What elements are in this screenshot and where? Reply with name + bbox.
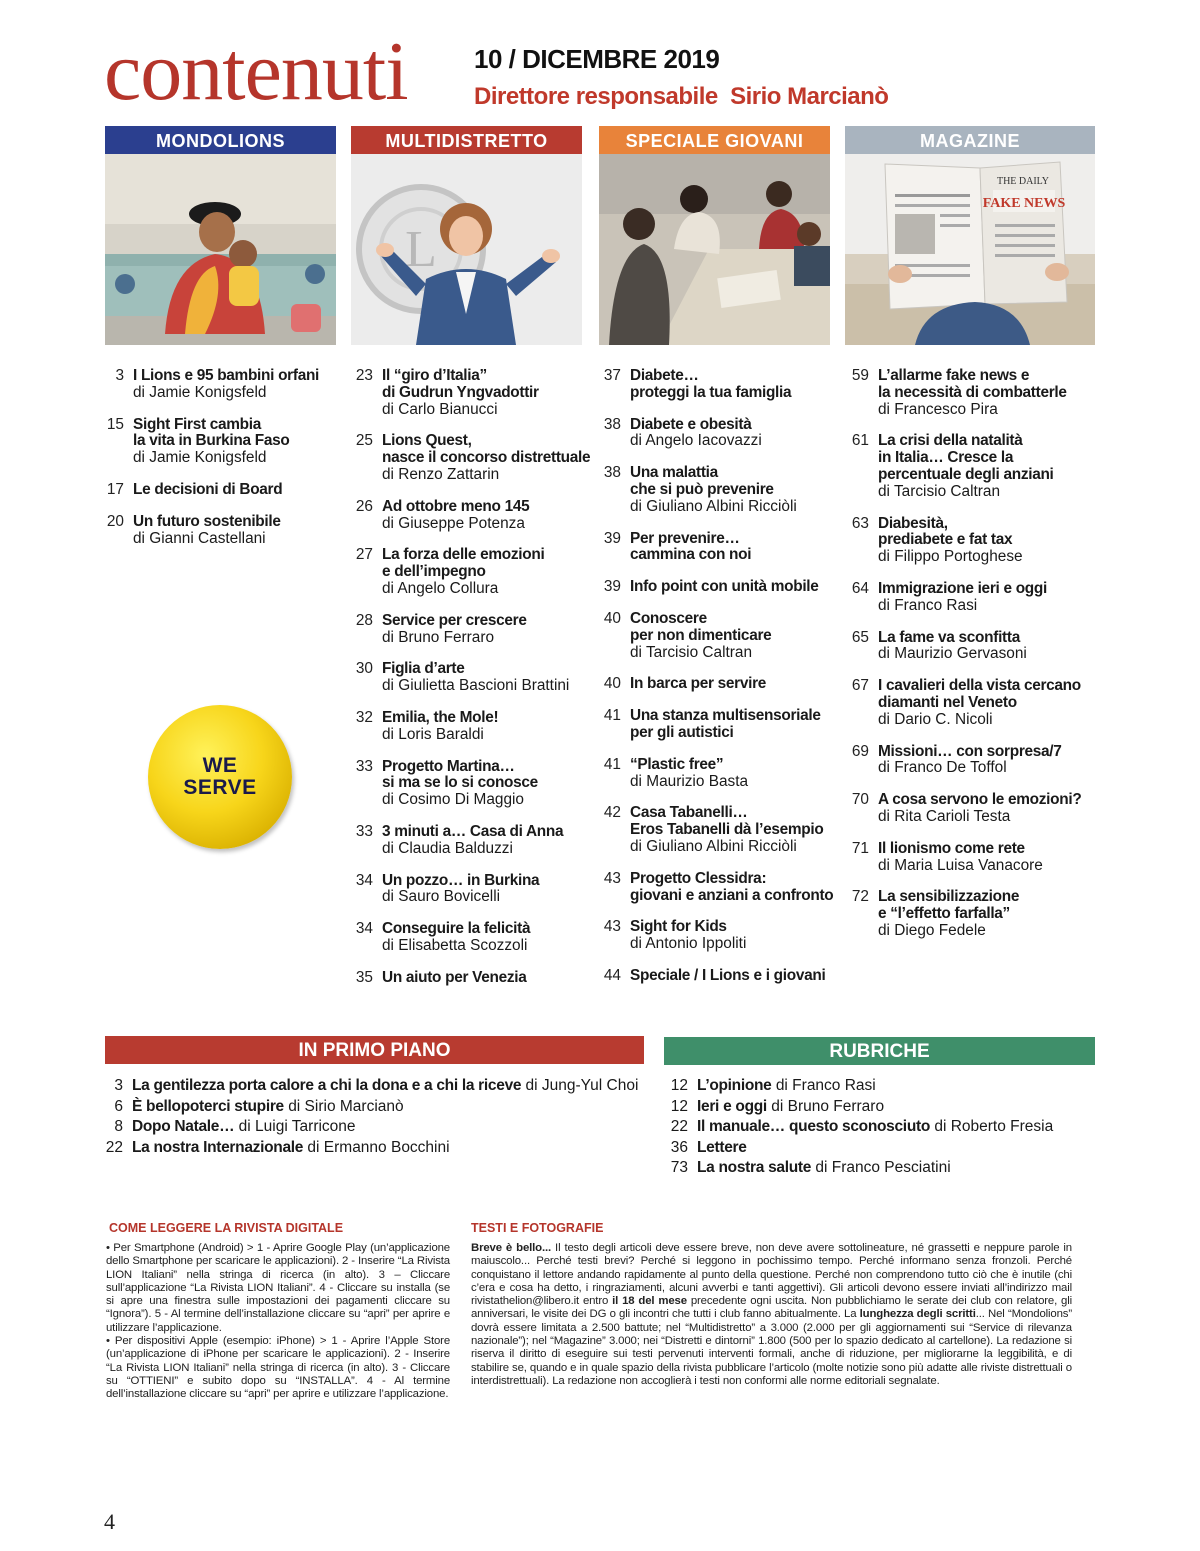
toc-item[interactable] xyxy=(602,805,842,855)
article-title: Casa Tabanelli… Eros Tabanelli dà l’esempio xyxy=(630,804,824,839)
page-number: 63 xyxy=(851,514,869,532)
article-author: di Claudia Balduzzi xyxy=(382,839,513,857)
toc-item[interactable] xyxy=(354,710,594,744)
article-title: In barca per servire xyxy=(630,675,767,693)
article-title: Diabete e obesità xyxy=(630,415,752,433)
article-title: “Plastic free” xyxy=(630,755,724,773)
we-serve-line1: WE xyxy=(202,754,238,777)
toc-item[interactable] xyxy=(602,919,842,953)
svg-text:L: L xyxy=(405,221,437,278)
article-title: I cavalieri della vista cercano diamanti nel Veneto xyxy=(878,677,1081,711)
page-number: 41 xyxy=(603,755,621,773)
article-author: di Loris Baraldi xyxy=(382,725,484,743)
toc-item[interactable] xyxy=(105,368,336,402)
page-number: 34 xyxy=(355,920,373,938)
toc-item[interactable] xyxy=(354,921,594,955)
we-serve-badge xyxy=(148,705,292,849)
testi-part1: Il testo degli articoli deve essere breve, non deve avere sottolineature, né grassetti e neppure parole in maiuscolo... Perché testi brevi? Perché si leggono in pochissimo tempo. Perché informano senza fronzoli. Perché conquistano il lettore andando rapidamente al punto della questione. Perché non comprendono tutto ciò che è inutile (chi c’era e cosa ha detto, i ringraziamenti, alcuni avverbi e tanti aggettivi). Gli articoli devono essere inviati all’indirizzo mail rivistathelion@libero.it entro xyxy=(471,1242,1072,1308)
article-author: di Sirio Marcianò xyxy=(288,1097,404,1115)
article-author: di Antonio Ippoliti xyxy=(630,935,747,953)
article-title: A cosa servono le emozioni? xyxy=(878,791,1082,809)
article-title: Il “giro d’Italia” di Gudrun Yngvadottir xyxy=(382,367,539,401)
toc-item[interactable] xyxy=(850,678,1100,728)
page-number: 36 xyxy=(670,1138,688,1156)
page-number: 70 xyxy=(851,791,869,809)
toc-mondolions xyxy=(105,368,336,562)
toc-item[interactable] xyxy=(602,757,842,791)
article-title: Service per crescere xyxy=(382,611,527,629)
toc-item[interactable] xyxy=(670,1158,1100,1179)
article-title: Per prevenire… cammina con noi xyxy=(630,529,752,564)
article-title: Il manuale… questo sconosciuto xyxy=(697,1118,931,1135)
article-title: Info point con unità mobile xyxy=(630,578,819,596)
article-author: di Roberto Fresia xyxy=(934,1118,1054,1135)
page-number: 3 xyxy=(114,1077,123,1094)
article-title: Una stanza multisensoriale per gli autistici xyxy=(630,707,821,741)
article-title: Sight First cambia la vita in Burkina Faso xyxy=(133,415,290,450)
photo-woman-lions-logo xyxy=(351,154,582,345)
article-title: Sight for Kids xyxy=(630,918,727,936)
rubriche-header: RUBRICHE xyxy=(829,1041,930,1062)
in-primo-piano-header: IN PRIMO PIANO xyxy=(298,1040,451,1061)
toc-item[interactable] xyxy=(850,581,1100,615)
toc-item[interactable] xyxy=(354,824,594,858)
rubriche-bar xyxy=(664,1037,1095,1065)
article-title: È bellopoterci stupire xyxy=(132,1097,284,1115)
article-title: Diabete… proteggi la tua famiglia xyxy=(630,367,792,401)
page-number: 43 xyxy=(603,918,621,936)
testi-header: TESTI E FOTOGRAFIE xyxy=(471,1221,604,1235)
page-number: 8 xyxy=(114,1118,123,1135)
article-title: Ad ottobre meno 145 xyxy=(382,497,530,515)
toc-item[interactable] xyxy=(105,1097,665,1118)
article-title: Missioni… con sorpresa/7 xyxy=(878,742,1062,760)
toc-item[interactable] xyxy=(850,889,1100,939)
article-title: Immigrazione ieri e oggi xyxy=(878,579,1047,597)
section-multidistretto xyxy=(351,126,582,345)
page-number: 72 xyxy=(851,888,869,906)
article-author: di Elisabetta Scozzoli xyxy=(382,936,528,954)
article-author: di Filippo Portoghese xyxy=(878,548,1023,566)
director-label: Direttore responsabile xyxy=(474,83,718,110)
page-number: 38 xyxy=(603,464,621,482)
article-title: Conoscere per non dimenticare xyxy=(630,609,772,644)
toc-item[interactable] xyxy=(850,368,1100,418)
toc-item[interactable] xyxy=(354,759,594,809)
page-number: 61 xyxy=(851,432,869,450)
article-title: Speciale / I Lions e i giovani xyxy=(630,966,826,984)
page-number: 26 xyxy=(355,497,373,515)
article-author: di Ermanno Bocchini xyxy=(307,1138,450,1156)
toc-item[interactable] xyxy=(354,499,594,533)
testi-lead: Breve è bello... xyxy=(471,1242,552,1254)
page-number: 28 xyxy=(355,611,373,629)
article-author: di Tarcisio Caltran xyxy=(630,643,753,661)
article-author: di Giuseppe Potenza xyxy=(382,514,525,532)
page-number: 73 xyxy=(670,1159,688,1176)
photo-person-reading-fake-news xyxy=(845,154,1095,345)
page-number: 69 xyxy=(851,742,869,760)
toc-item[interactable] xyxy=(105,417,336,467)
article-title: Un aiuto per Venezia xyxy=(382,968,527,986)
page-number: 32 xyxy=(355,708,373,726)
page-number: 71 xyxy=(851,839,869,857)
page-title: contenuti xyxy=(104,25,408,118)
toc-item[interactable] xyxy=(850,792,1100,826)
come-leggere-header: COME LEGGERE LA RIVISTA DIGITALE xyxy=(109,1221,344,1235)
page-number: 40 xyxy=(603,609,621,627)
page-number: 3 xyxy=(115,367,124,384)
article-title: La nostra salute xyxy=(697,1159,812,1176)
page-number: 39 xyxy=(603,529,621,547)
article-title: La nostra Internazionale xyxy=(132,1138,304,1156)
testi-bold1: il 18 del mese xyxy=(612,1295,687,1308)
article-title: Progetto Clessidra: giovani e anziani a confronto xyxy=(630,869,834,904)
toc-item[interactable] xyxy=(602,968,842,985)
article-author: di Carlo Bianucci xyxy=(382,400,498,418)
toc-item[interactable] xyxy=(602,708,842,742)
toc-item[interactable] xyxy=(105,1117,665,1138)
page-number: 12 xyxy=(670,1097,688,1115)
page-number: 67 xyxy=(851,677,869,695)
page-number: 23 xyxy=(355,367,373,384)
testi-bold2: lunghezza degli scritti xyxy=(859,1308,976,1321)
page-number: 39 xyxy=(603,578,621,596)
article-author: di Franco Rasi xyxy=(775,1077,876,1094)
page-number: 37 xyxy=(603,367,621,384)
article-author: di Giuliano Albini Ricciòli xyxy=(630,497,797,515)
come-leggere-block xyxy=(106,1221,450,1402)
toc-item[interactable] xyxy=(354,970,594,987)
page-number: 33 xyxy=(355,822,373,840)
article-author: di Diego Fedele xyxy=(878,921,986,939)
article-author: di Rita Carioli Testa xyxy=(878,807,1011,825)
newspaper-headline: FAKE NEWS xyxy=(982,196,1066,211)
page-number: 42 xyxy=(603,804,621,822)
article-author: di Luigi Tarricone xyxy=(238,1118,356,1135)
article-author: di Franco Pesciatini xyxy=(815,1159,951,1176)
we-serve-line2: SERVE xyxy=(183,776,257,799)
page-number: 30 xyxy=(355,660,373,678)
toc-item[interactable] xyxy=(602,465,842,515)
director-name: Sirio Marcianò xyxy=(730,83,889,110)
article-title: La sensibilizzazione e “l’effetto farfalla” xyxy=(878,888,1020,923)
article-title: Ieri e oggi xyxy=(697,1097,767,1115)
article-title: Dopo Natale… xyxy=(132,1118,235,1135)
page-number: 17 xyxy=(106,480,124,498)
section-header: SPECIALE GIOVANI xyxy=(599,126,830,154)
toc-item[interactable] xyxy=(105,482,336,499)
article-title: La forza delle emozioni e dell’impegno xyxy=(382,546,545,581)
article-author: di Maria Luisa Vanacore xyxy=(878,856,1043,874)
article-author: di Giulietta Bascioni Brattini xyxy=(382,677,570,695)
page-number: 20 xyxy=(106,512,124,530)
article-title: La gentilezza porta calore a chi la dona e a chi la riceve xyxy=(132,1077,522,1094)
toc-item[interactable] xyxy=(354,433,594,483)
section-speciale-giovani xyxy=(599,126,830,345)
article-title: Emilia, the Mole! xyxy=(382,708,499,726)
toc-item[interactable] xyxy=(850,516,1100,566)
section-header: MULTIDISTRETTO xyxy=(351,126,582,154)
page-number: 44 xyxy=(603,966,621,984)
page-number: 25 xyxy=(355,432,373,450)
article-title: Progetto Martina… si ma se lo si conosce xyxy=(382,757,538,792)
toc-item[interactable] xyxy=(850,630,1100,664)
issue-date: 10 / DICEMBRE 2019 xyxy=(474,44,720,74)
toc-multidistretto xyxy=(354,368,594,1002)
article-title: Figlia d’arte xyxy=(382,660,465,678)
page-number: 22 xyxy=(105,1138,123,1156)
toc-item[interactable] xyxy=(354,661,594,695)
section-header: MAGAZINE xyxy=(845,126,1095,154)
photo-man-with-child xyxy=(105,154,336,345)
article-title: L’opinione xyxy=(697,1077,772,1094)
toc-item[interactable] xyxy=(354,547,594,597)
article-title: 3 minuti a… Casa di Anna xyxy=(382,822,564,840)
article-title: Lions Quest, nasce il concorso distrettuale xyxy=(382,432,591,467)
page-number: 22 xyxy=(670,1118,688,1135)
page-number: 33 xyxy=(355,757,373,775)
article-author: di Franco De Toffol xyxy=(878,759,1007,777)
article-title: I Lions e 95 bambini orfani xyxy=(133,367,320,384)
page-number: 43 xyxy=(603,869,621,887)
toc-item[interactable] xyxy=(105,1076,665,1097)
article-author: di Maurizio Gervasoni xyxy=(878,645,1027,663)
article-author: di Maurizio Basta xyxy=(630,772,749,790)
toc-item[interactable] xyxy=(670,1076,1100,1097)
toc-item[interactable] xyxy=(354,613,594,647)
article-title: Un futuro sostenibile xyxy=(133,512,281,530)
toc-item[interactable] xyxy=(670,1097,1100,1118)
toc-item[interactable] xyxy=(354,873,594,907)
toc-item[interactable] xyxy=(602,417,842,451)
testi-block xyxy=(471,1221,1072,1388)
article-title: Diabesità, prediabete e fat tax xyxy=(878,514,1013,549)
page-number: 15 xyxy=(106,415,124,433)
article-author: di Jamie Konigsfeld xyxy=(133,383,267,401)
toc-magazine xyxy=(850,368,1100,955)
page-number: 12 xyxy=(670,1077,688,1094)
article-title: Una malattia che si può prevenire xyxy=(630,464,774,498)
toc-item[interactable] xyxy=(850,841,1100,875)
toc-item[interactable] xyxy=(602,676,842,693)
testi-part3: ... Nel “Mondolions” dovrà essere limitata a 2.500 battute; nel “Multidistretto” a 3.000 (2.000 per gli aggiornamenti sui “Service di rilevanza nazionale”); nel “Magazine” 3.000; nei “Distretti e dintorni” 1.800 (500 per lo spazio dedicato al cartellone). La redazione si riserva il diritto di eseguire sui testi pervenuti interventi formali, anche di riduzione, per migliorarne la leggibilità, e di stabilire se, quando e in quale spazio della rivista pubblicare l’articolo (molte notizie sono più adatte alle riviste distrettuali o interdistrettuali). La redazione non accoglierà i testi non conformi alle norme editoriali segnalate. xyxy=(471,1308,1072,1387)
page-number: 64 xyxy=(851,579,869,597)
testi-text xyxy=(471,1242,1072,1388)
toc-item[interactable] xyxy=(602,611,842,661)
come-leggere-text: • Per Smartphone (Android) > 1 - Aprire Google Play (un’applicazione dello Smartphone per scaricare le applicazioni). 2 - Inserire “La Rivista LION Italiani” nella stringa di ricerca (in alto). 3 – Cliccare sull’applicazione “La Rivista LION Italiani”. 4 - Cliccare su installa (se si apre una finestra sulle impostazioni dei pagamenti cliccare su “Ignora”). 5 - Al termine dell’installazione cliccare su “apri” per aprire e utilizzare l’applicazione. • Per dispositivi Apple (esempio: iPhone) > 1 - Aprire l’Apple Store (un’applicazione di iPhone per scaricare le applicazioni). 2 - Inserire “La Rivista LION Italiani” nella stringa di ricerca (in alto). 3 - Cliccare su “OTTIENI” e subito dopo su “INSTALLA”. 4 - Al termine dell’installazione cliccare su “apri” per aprire e utilizzare l’applicazione. xyxy=(106,1242,450,1401)
testi-part2: precedente ogni uscita. Non pubblichiamo le serate dei club con relatore, gli anniversari, le visite dei DG o gli incontri che tutti i club fanno abitualmente. La xyxy=(471,1295,1072,1321)
article-author: di Cosimo Di Maggio xyxy=(382,791,524,809)
toc-item[interactable] xyxy=(850,433,1100,500)
page-number: 38 xyxy=(603,415,621,433)
newspaper-masthead: THE DAILY xyxy=(996,176,1050,187)
page-number: 59 xyxy=(851,367,869,384)
in-primo-piano-bar xyxy=(105,1036,644,1064)
page-number: 35 xyxy=(355,968,373,986)
page-number: 40 xyxy=(603,675,621,693)
section-magazine xyxy=(845,126,1095,345)
toc-item[interactable] xyxy=(670,1117,1100,1138)
page-number: 27 xyxy=(355,546,373,564)
director-line xyxy=(474,83,888,111)
toc-item[interactable] xyxy=(105,514,336,548)
article-author: di Dario C. Nicoli xyxy=(878,710,993,728)
toc-speciale-giovani xyxy=(602,368,842,1000)
toc-item[interactable] xyxy=(354,368,594,418)
page-number: 41 xyxy=(603,707,621,725)
toc-item[interactable] xyxy=(105,1138,665,1159)
article-title: Lettere xyxy=(697,1138,747,1156)
rubriche-list xyxy=(670,1076,1100,1179)
article-author: di Gianni Castellani xyxy=(133,529,266,547)
article-author: di Bruno Ferraro xyxy=(382,628,495,646)
article-author: di Sauro Bovicelli xyxy=(382,888,501,906)
article-author: di Bruno Ferraro xyxy=(771,1097,885,1115)
page-number: 34 xyxy=(355,871,373,889)
article-author: di Angelo Iacovazzi xyxy=(630,432,762,450)
toc-item[interactable] xyxy=(670,1138,1100,1159)
article-title: La crisi della natalità in Italia… Cresce la percentuale degli anziani xyxy=(878,432,1054,483)
toc-item[interactable] xyxy=(602,368,842,402)
in-primo-piano-list xyxy=(105,1076,665,1158)
toc-item[interactable] xyxy=(850,744,1100,778)
section-header: MONDOLIONS xyxy=(105,126,336,154)
toc-item[interactable] xyxy=(602,531,842,565)
article-author: di Jung-Yul Choi xyxy=(525,1077,639,1094)
page-number: 65 xyxy=(851,628,869,646)
article-author: di Renzo Zattarin xyxy=(382,465,500,483)
article-author: di Tarcisio Caltran xyxy=(878,482,1001,500)
section-mondolions xyxy=(105,126,336,345)
page-number-footer: 4 xyxy=(104,1509,115,1534)
article-title: Un pozzo… in Burkina xyxy=(382,871,540,889)
article-author: di Giuliano Albini Ricciòli xyxy=(630,837,797,855)
toc-item[interactable] xyxy=(602,579,842,596)
article-title: La fame va sconfitta xyxy=(878,628,1020,646)
article-author: di Francesco Pira xyxy=(878,400,998,418)
photo-young-people-table xyxy=(599,154,830,345)
article-author: di Angelo Collura xyxy=(382,579,499,597)
article-title: L’allarme fake news e la necessità di combatterle xyxy=(878,367,1067,401)
article-author: di Franco Rasi xyxy=(878,596,978,614)
article-title: Le decisioni di Board xyxy=(133,480,283,498)
toc-item[interactable] xyxy=(602,871,842,905)
article-title: Il lionismo come rete xyxy=(878,839,1025,857)
article-author: di Jamie Konigsfeld xyxy=(133,449,267,467)
page-number: 6 xyxy=(114,1097,123,1115)
article-title: Conseguire la felicità xyxy=(382,920,531,938)
